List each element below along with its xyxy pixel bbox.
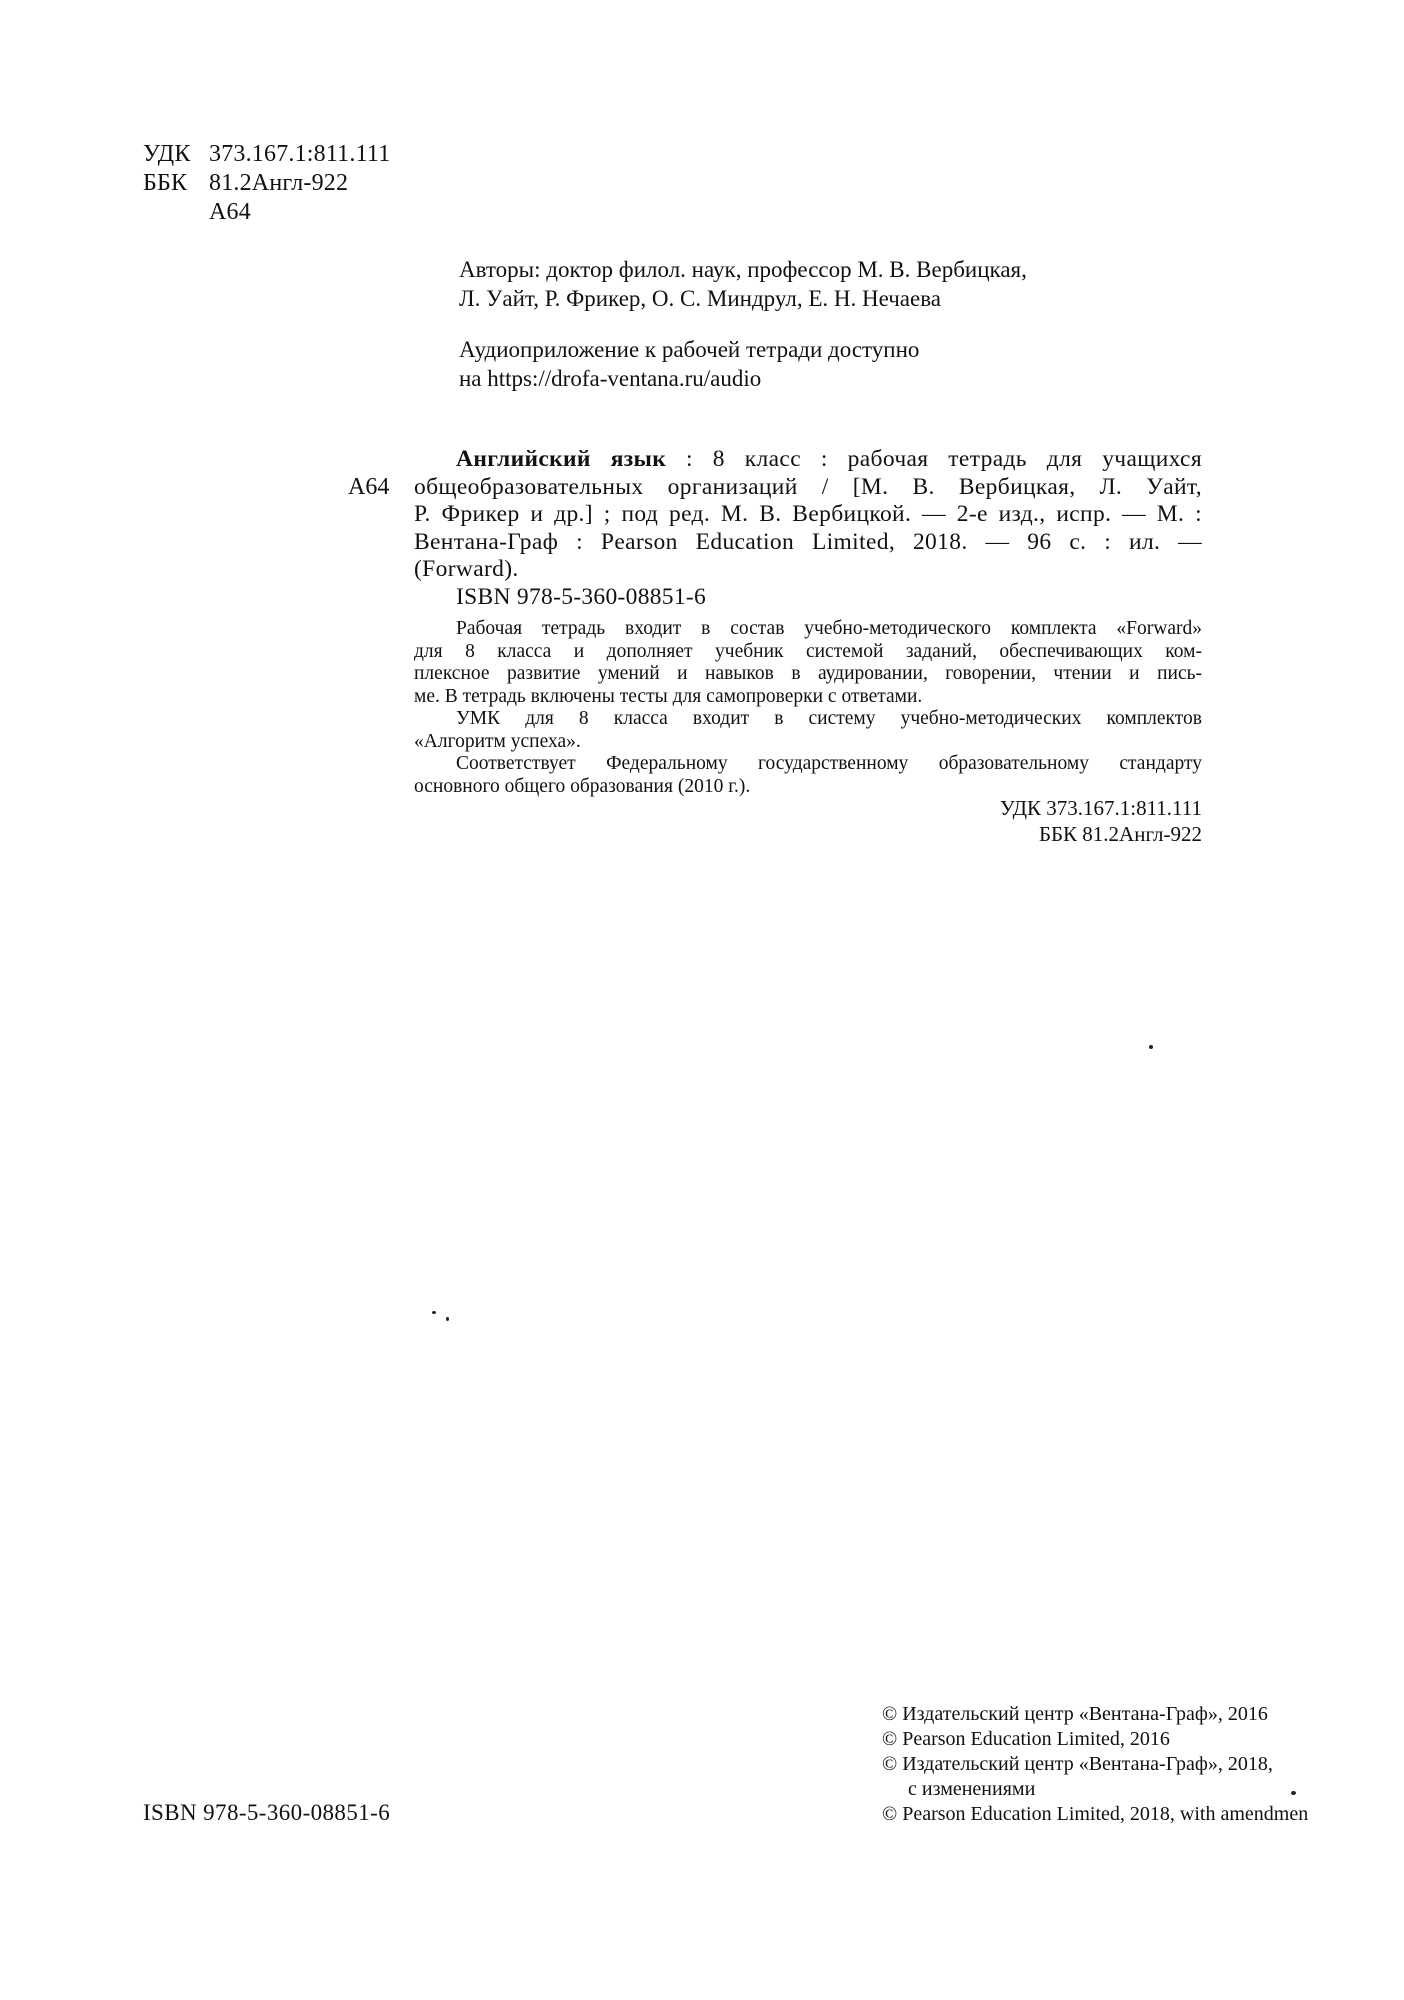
copyright-block: [882, 1702, 1308, 1827]
bib-line-1-rest: : 8 класс : рабочая тетрадь для учащихся: [666, 446, 1202, 472]
annotation-p1-line-2: для 8 класса и дополняет учебник системой заданий, обеспечивающих ком-: [414, 640, 1202, 662]
audio-block: [459, 335, 919, 393]
annotation-bbk-code: ББК 81.2Англ-922: [1038, 822, 1202, 846]
authors-line-2: Л. Уайт, Р. Фрикер, О. С. Миндрул, Е. Н. Нечаева: [459, 286, 941, 311]
footer-isbn: ISBN 978-5-360-08851-6: [143, 1800, 391, 1825]
copyright-line-3-cont: с изменениями: [908, 1778, 1036, 1800]
bib-line-4: Вентана-Граф : Pearson Education Limited, 2018. — 96 с. : ил. —: [414, 528, 1202, 555]
audio-line-1: Аудиоприложение к рабочей тетради доступно: [459, 337, 920, 362]
annotation-p3-line-1: Соответствует Федеральному государственному образовательному стандарту: [456, 753, 1202, 774]
bib-line-2: общеобразовательных организаций / [М. В. Вербицкая, Л. Уайт,: [414, 473, 1202, 500]
copyright-line-2: © Pearson Education Limited, 2016: [882, 1728, 1170, 1750]
copyright-line-1: © Издательский центр «Вентана-Граф», 2016: [882, 1703, 1268, 1725]
speck: [432, 1311, 436, 1314]
annotation-p1-line-3: плексное развитие умений и навыков в аудировании, говорении, чтении и пись-: [414, 663, 1202, 684]
book-title: Английский язык: [456, 446, 667, 472]
bib-line-3: Р. Фрикер и др.] ; под ред. М. В. Вербицкой. — 2-е изд., испр. — М. :: [414, 501, 1202, 527]
bib-line-1: [414, 446, 1202, 474]
annotation-codes: [1000, 795, 1202, 847]
audio-line-2: на https://drofa-ventana.ru/audio: [459, 366, 762, 391]
udk-row: [143, 140, 390, 169]
speck: [446, 1317, 449, 1321]
authors-block: [459, 255, 1027, 313]
bibliography-author-mark: А64: [348, 474, 390, 500]
annotation-p1-line-1: Рабочая тетрадь входит в состав учебно-методического комплекта «Forward»: [456, 618, 1202, 639]
annotation: [414, 618, 1202, 798]
authors-line-1: Авторы: доктор филол. наук, профессор М. В. Вербицкая,: [459, 257, 1027, 282]
bib-line-5: (Forward).: [414, 556, 519, 582]
bbk-row: [143, 169, 390, 198]
annotation-p3-line-2: основного общего образования (2010 г.).: [414, 775, 751, 797]
bibliography-isbn: ISBN 978-5-360-08851-6: [456, 584, 707, 610]
bbk-value: 81.2Англ-922: [209, 170, 349, 196]
speck: [1149, 1045, 1153, 1049]
author-mark: А64: [209, 199, 251, 225]
annotation-udk-code: УДК 373.167.1:811.111: [999, 796, 1202, 820]
annotation-p2-line-2: «Алгоритм успеха».: [414, 730, 581, 752]
classification-block: [143, 140, 390, 227]
udk-label: УДК: [143, 141, 191, 167]
annotation-p1-line-4: ме. В тетрадь включены тесты для самопроверки с ответами.: [414, 685, 923, 707]
author-mark-row: [143, 198, 390, 227]
udk-value: 373.167.1:811.111: [209, 141, 391, 167]
bibliographic-description: [414, 446, 1202, 584]
annotation-p2-line-1: УМК для 8 класса входит в систему учебно-методических комплектов: [456, 708, 1202, 729]
copyright-line-3: © Издательский центр «Вентана-Граф», 2018,: [882, 1753, 1273, 1775]
copyright-line-4: © Pearson Education Limited, 2018, with amendmen: [882, 1803, 1309, 1825]
bbk-label: ББК: [143, 170, 188, 196]
